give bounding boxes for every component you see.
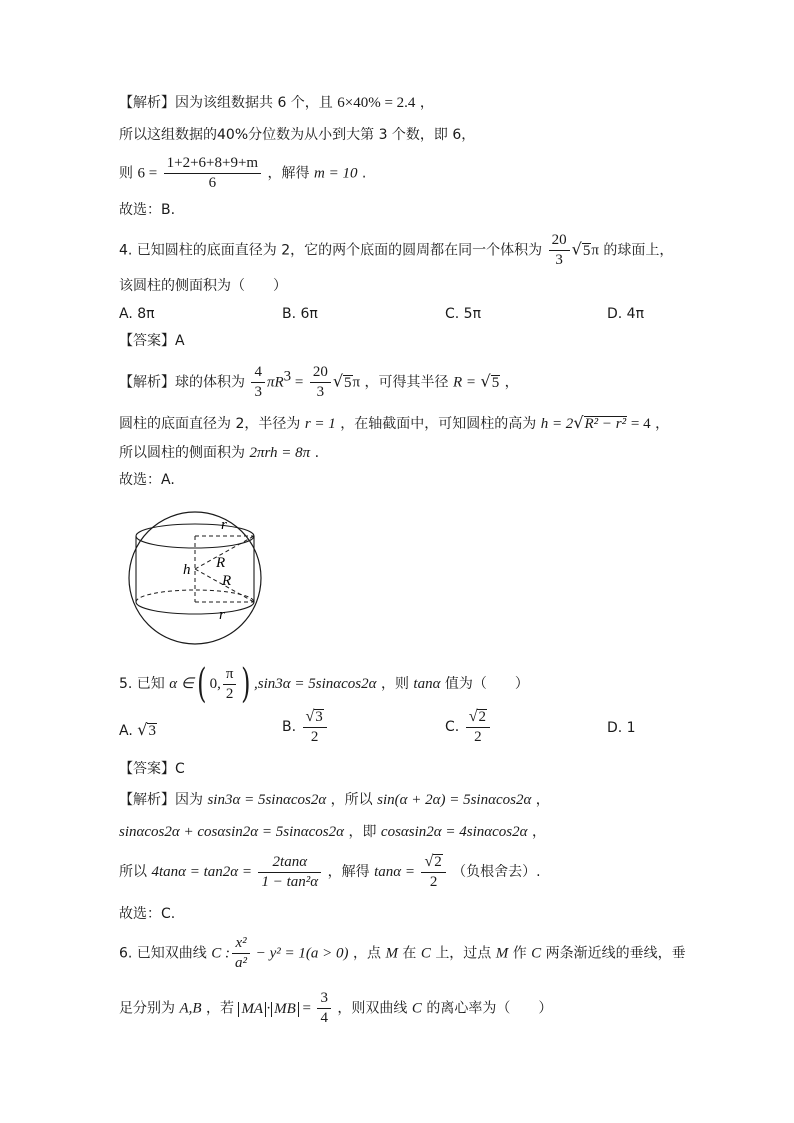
q5-option-a: A. √3 bbox=[119, 720, 156, 739]
radical-sign: √ bbox=[573, 413, 584, 432]
label-R-upper: R bbox=[216, 555, 226, 571]
fraction: $\frac{20}{3}$ bbox=[549, 232, 570, 269]
prev-solution-line-1: 【解析】因为该组数据共 6 个，且 6×40% = 2.4 ， bbox=[119, 95, 434, 111]
q4-answer: 【答案】A bbox=[119, 333, 185, 349]
q4-stem-line-2: 该圆柱的侧面积为（ ） bbox=[119, 278, 287, 294]
q4-choice-line: 故选：A. bbox=[119, 472, 175, 488]
prev-solution-line-3: 则 6 = $\frac{1+2+6+8+9+m}{6}$ ，解得 m = 10 . bbox=[119, 155, 367, 191]
radical-sign: √ bbox=[480, 371, 491, 391]
fraction: $\frac{√2}{2}$ bbox=[466, 708, 490, 746]
fraction: $\frac{3}{4}$ bbox=[317, 990, 331, 1027]
fraction: $\frac{√2}{2}$ bbox=[421, 853, 445, 891]
prev-choice-line: 故选：B. bbox=[119, 202, 176, 218]
prev-solution-line-2: 所以这组数据的40%分位数为从小到大第 3 个数，即 6， bbox=[119, 127, 476, 143]
label-r-top: r bbox=[221, 517, 227, 533]
radical-sign: √ bbox=[468, 708, 478, 725]
q5-answer: 【答案】C bbox=[119, 761, 185, 777]
cylinder-bottom-front bbox=[136, 602, 254, 614]
q5-option-c: C. $\frac{√2}{2}$ bbox=[445, 708, 492, 746]
radical-sign: √ bbox=[332, 371, 344, 391]
q4-option-d: D. 4π bbox=[607, 306, 645, 322]
fraction: $\frac{\text{x²}}{\text{a²}}$ bbox=[232, 935, 250, 972]
radical-sign: √ bbox=[424, 853, 434, 870]
q4-stem-line-1: 4. 已知圆柱的底面直径为 2，它的两个底面的圆周都在同一个体积为 $\frac{20}{3}$ √5π 的球面上， bbox=[119, 232, 674, 268]
paren-left: ( bbox=[197, 661, 207, 707]
label-r-bottom: r bbox=[219, 607, 225, 623]
fraction: $\frac{√3}{2}$ bbox=[303, 708, 327, 746]
q5-choice-line: 故选：C. bbox=[119, 906, 176, 922]
q6-stem-line-2: 足分别为 A,B ，若 MA · MB = $\frac{3}{4}$ ，则双曲线 C 的离心率为（ ） bbox=[119, 990, 553, 1026]
radical-sign: √ bbox=[137, 720, 148, 739]
q4-explanation-line-3: 所以圆柱的侧面积为 2πrh = 8π . bbox=[119, 445, 320, 461]
label-R-lower: R bbox=[222, 573, 232, 589]
q4-explanation-line-2: 圆柱的底面直径为 2，半径为 r = 1 ，在轴截面中，可知圆柱的高为 h = 2√R² − r² = 4 ， bbox=[119, 413, 670, 432]
radical-sign: √ bbox=[571, 239, 582, 259]
q6-stem-line-1: 6. 已知双曲线 C : $\frac{\text{x²}}{\text{a²}}$ − y² = 1(a > 0) ，点 M 在 C 上，过点 M 作 C 两条渐近线的垂线，垂 bbox=[119, 935, 686, 971]
q5-explanation-line-1: 【解析】因为 sin3α = 5sinαcos2α ，所以 sin(α + 2α) = 5sinαcos2α ， bbox=[119, 792, 550, 808]
q4-option-b: B. 6π bbox=[282, 306, 318, 322]
fraction: $\frac{2\tan\alpha}{\text{1 − tan²α}}$ bbox=[258, 854, 321, 891]
fraction: $\frac{\pi}{2}$ bbox=[223, 666, 237, 703]
q5-explanation-line-3: 所以 4tanα = tan2α = $\frac{2\tan\alpha}{\text{1 − tan²α}}$ ，解得 tanα = $\frac{√2}{2}$ （负根舍去）. bbox=[119, 853, 541, 890]
label-h: h bbox=[183, 562, 191, 578]
q4-option-c: C. 5π bbox=[445, 306, 482, 322]
fraction: $\frac{20}{3}$ bbox=[310, 364, 331, 401]
fraction: $\frac{1+2+6+8+9+m}{6}$ bbox=[164, 155, 261, 192]
paren-right: ) bbox=[241, 661, 251, 707]
q4-explanation-line-1: 【解析】球的体积为 $\frac{4}{3}$ $\pi R^3$ = $\frac{20}{3}$ √5π ，可得其半径 R = √5 ， bbox=[119, 364, 519, 400]
fraction: $\frac{4}{3}$ bbox=[251, 364, 265, 401]
q4-option-a: A. 8π bbox=[119, 306, 155, 322]
q5-option-d: D. 1 bbox=[607, 720, 636, 736]
q5-option-b: B. $\frac{√3}{2}$ bbox=[282, 708, 329, 746]
q5-stem: 5. 已知 α ∈( 0, $\frac{\pi}{2}$ ) ,sin3α = 5sinαcos2α ，则 tanα 值为（ ） bbox=[119, 661, 529, 707]
sphere-cylinder-figure bbox=[118, 492, 278, 652]
radical-sign: √ bbox=[305, 708, 315, 725]
q5-explanation-line-2: sinαcos2α + cosαsin2α = 5sinαcos2α ，即 cosαsin2α = 4sinαcos2α ， bbox=[119, 824, 546, 840]
